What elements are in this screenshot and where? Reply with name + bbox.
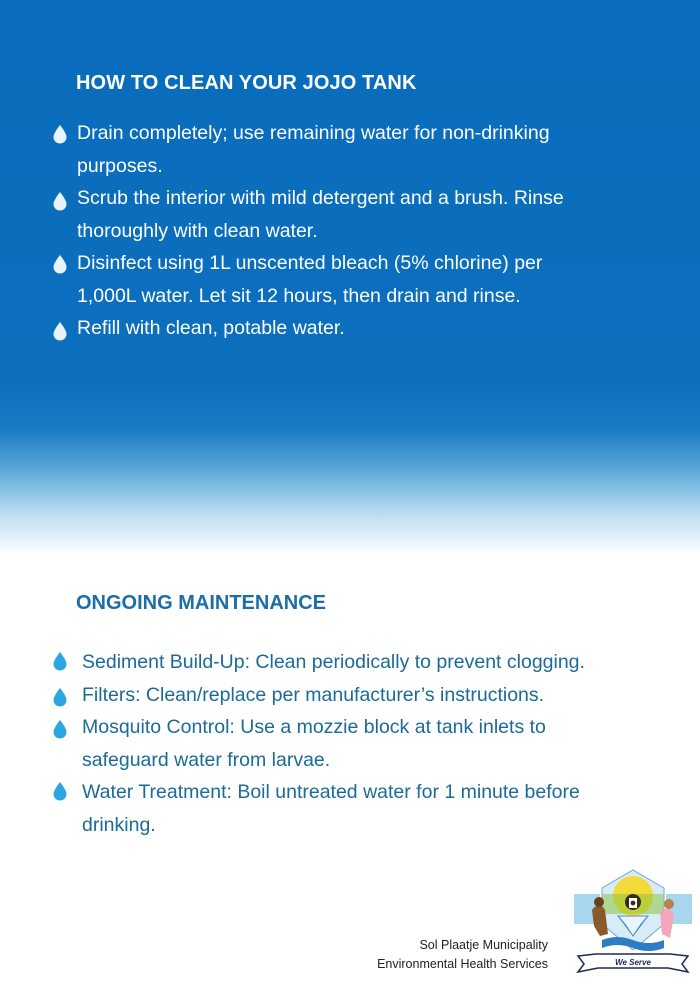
water-drop-icon: [52, 687, 68, 707]
water-drop-icon: [52, 781, 68, 801]
maintenance-list: [52, 646, 592, 841]
list-item-text: Filters: Clean/replace per manufacturer’s instructions.: [82, 683, 545, 706]
maintenance-section-title: ONGOING MAINTENANCE: [76, 592, 326, 614]
list-item: [52, 182, 572, 247]
list-item: [52, 247, 572, 312]
list-item-text: Disinfect using 1L unscented bleach (5% chlorine) per 1,000L water. Let sit 12 hours, then drain and rinse.: [77, 252, 543, 307]
list-item: [52, 646, 592, 679]
list-item-text: Refill with clean, potable water.: [77, 317, 345, 339]
list-item: [52, 776, 592, 841]
water-drop-icon: [52, 719, 68, 739]
list-item: [52, 679, 592, 712]
municipality-logo: [572, 864, 694, 978]
logo-motto: We Serve: [615, 958, 651, 967]
list-item: [52, 711, 592, 776]
list-item-text: Sediment Build-Up: Clean periodically to prevent clogging.: [82, 651, 585, 673]
water-drop-icon: [52, 651, 68, 671]
list-item-text: Water Treatment: Boil untreated water for 1 minute before drinking.: [82, 781, 580, 836]
clean-steps-list: [52, 117, 572, 345]
clean-section-title: HOW TO CLEAN YOUR JOJO TANK: [76, 72, 417, 94]
water-drop-icon: [52, 191, 68, 211]
list-item-text: Scrub the interior with mild detergent and a brush. Rinse thoroughly with clean water.: [77, 187, 564, 242]
municipality-name: Sol Plaatje Municipality: [419, 938, 548, 952]
department-name: Environmental Health Services: [377, 957, 548, 971]
water-drop-icon: [52, 321, 68, 341]
list-item: [52, 312, 572, 345]
list-item-text: Mosquito Control: Use a mozzie block at tank inlets to safeguard water from larvae.: [82, 716, 546, 771]
water-drop-icon: [52, 254, 68, 274]
list-item: [52, 117, 572, 182]
list-item-text: Drain completely; use remaining water for non-drinking purposes.: [77, 122, 550, 177]
water-drop-icon: [52, 124, 68, 144]
footer-credit: [377, 936, 548, 974]
